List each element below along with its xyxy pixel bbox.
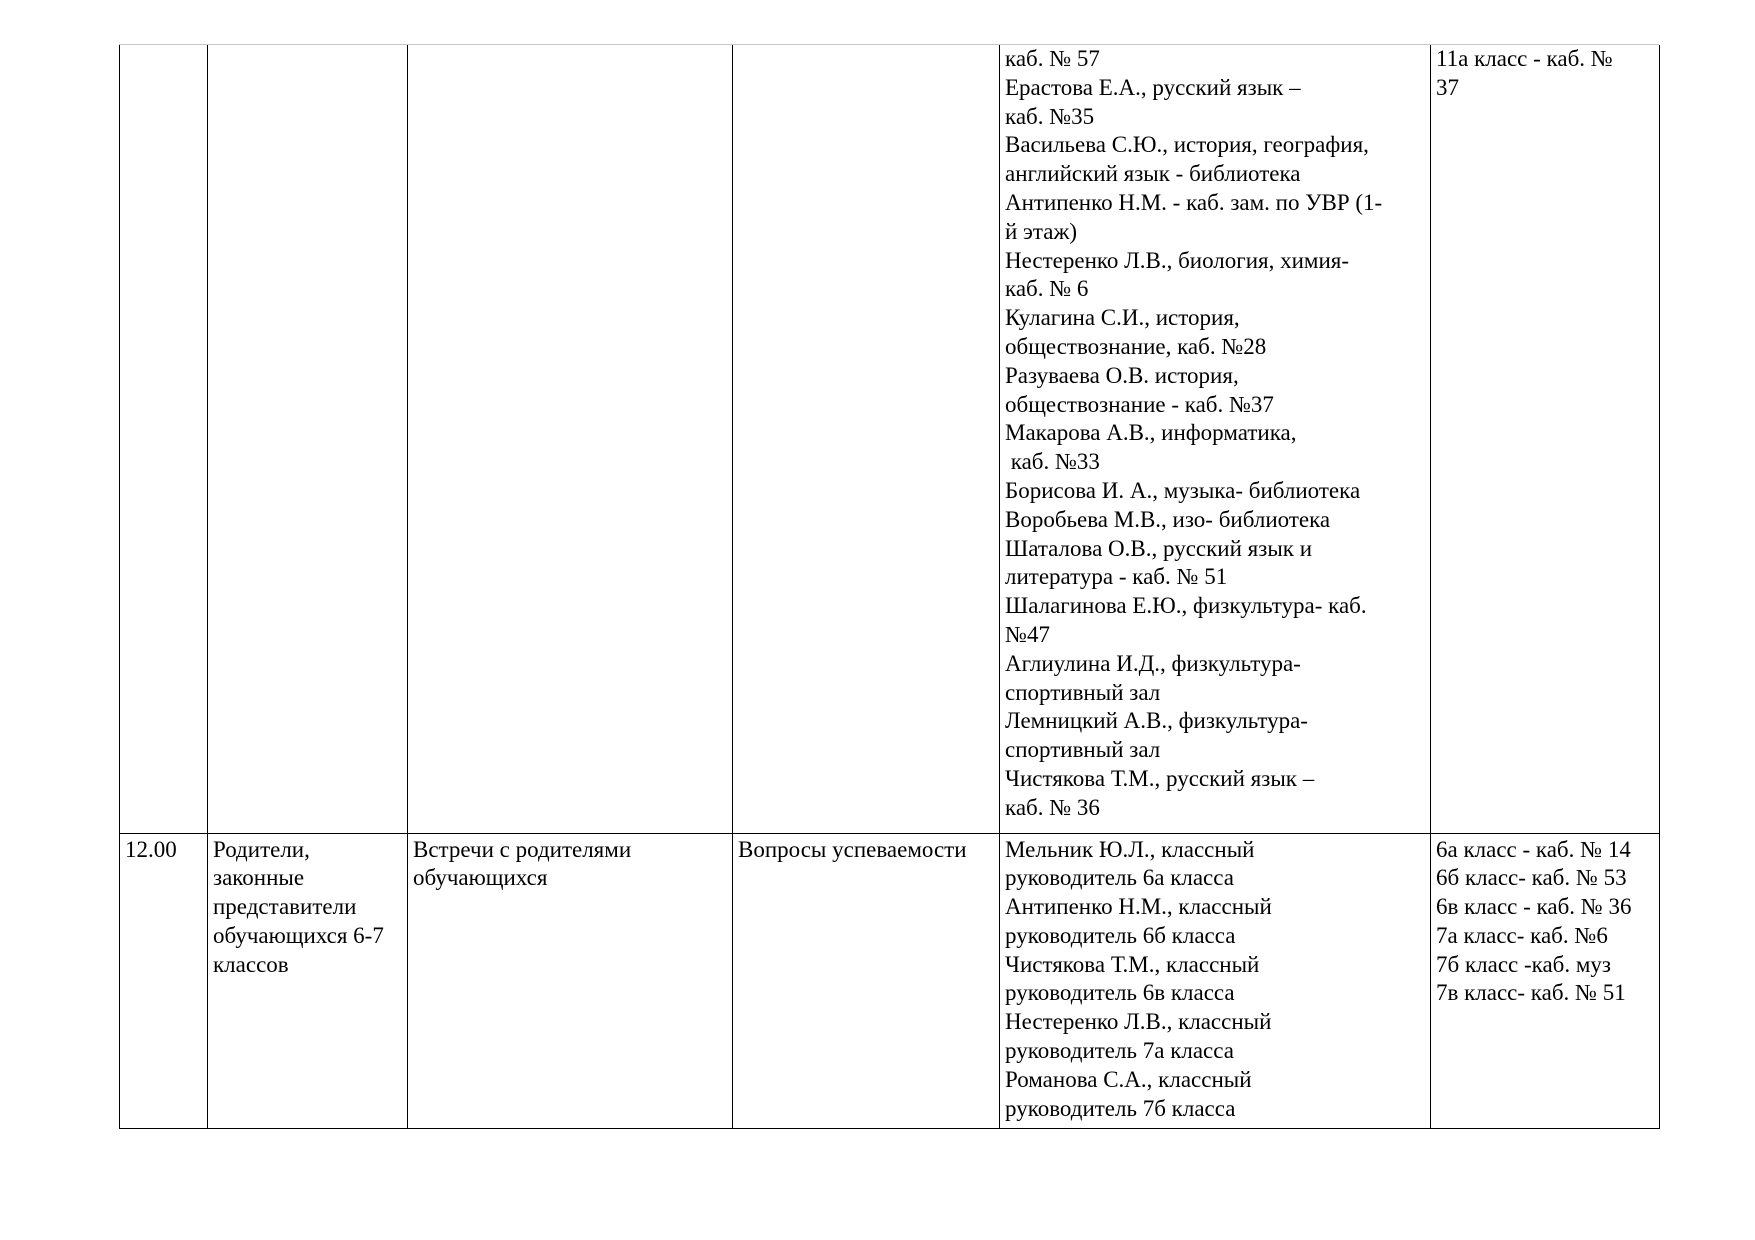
responsible-cell bbox=[1000, 45, 1431, 833]
location-line: 7б класс -каб. муз bbox=[1436, 951, 1612, 977]
location-line: 6а класс - каб. № 14 bbox=[1436, 836, 1631, 862]
location-line: 7а класс- каб. №6 bbox=[1436, 922, 1608, 948]
responsible-line: каб. № 57 bbox=[1005, 46, 1100, 71]
responsible-line: спортивный зал bbox=[1005, 737, 1161, 763]
time-cell bbox=[120, 833, 208, 1128]
responsible-line: Аглиулина И.Д., физкультура- bbox=[1005, 650, 1301, 676]
responsible-line: Нестеренко Л.В., классный bbox=[1005, 1009, 1272, 1035]
responsible-line: руководитель 6б класса bbox=[1005, 922, 1236, 948]
responsible-line: руководитель 6в класса bbox=[1005, 980, 1235, 1006]
responsible-line: Лемницкий А.В., физкультура- bbox=[1005, 708, 1308, 734]
responsible-cell bbox=[1000, 833, 1431, 1128]
participants-line: Родители, bbox=[213, 836, 310, 862]
table-row bbox=[120, 45, 1660, 833]
responsible-line: обществознание, каб. №28 bbox=[1005, 333, 1267, 359]
responsible-line: руководитель 7б класса bbox=[1005, 1095, 1236, 1121]
table-row bbox=[120, 833, 1660, 1128]
responsible-line: каб. №35 bbox=[1005, 103, 1095, 129]
event-line: обучающихся bbox=[413, 865, 548, 891]
responsible-line: руководитель 7а класса bbox=[1005, 1038, 1234, 1064]
location-line: 6б класс- каб. № 53 bbox=[1436, 865, 1627, 891]
responsible-line: каб. №33 bbox=[1005, 449, 1100, 475]
responsible-line: й этаж) bbox=[1005, 218, 1078, 244]
responsible-line: Чистякова Т.М., классный bbox=[1005, 951, 1260, 977]
responsible-line: Макарова А.В., информатика, bbox=[1005, 420, 1297, 446]
responsible-line: Шаталова О.В., русский язык и bbox=[1005, 535, 1313, 561]
event-cell bbox=[408, 833, 733, 1128]
responsible-line: Шалагинова Е.Ю., физкультура- каб. bbox=[1005, 593, 1367, 619]
participants-line: классов bbox=[213, 951, 289, 977]
responsible-line: каб. № 36 bbox=[1005, 794, 1100, 820]
responsible-line: спортивный зал bbox=[1005, 679, 1161, 705]
participants-line: законные bbox=[213, 865, 305, 891]
participants-line: представители bbox=[213, 894, 357, 920]
responsible-line: Чистякова Т.М., русский язык – bbox=[1005, 765, 1315, 791]
responsible-line: Кулагина С.И., история, bbox=[1005, 305, 1240, 331]
responsible-line: Воробьева М.В., изо- библиотека bbox=[1005, 506, 1331, 532]
event-line: Встречи с родителями bbox=[413, 836, 632, 862]
participants-line: обучающихся 6-7 bbox=[213, 922, 384, 948]
responsible-line: Борисова И. А., музыка- библиотека bbox=[1005, 477, 1361, 503]
responsible-line: Ерастова Е.А., русский язык – bbox=[1005, 74, 1301, 100]
responsible-line: Васильева С.Ю., история, география, bbox=[1005, 132, 1369, 158]
responsible-line: Мельник Ю.Л., классный bbox=[1005, 836, 1255, 862]
responsible-line: Разуваева О.В. история, bbox=[1005, 362, 1239, 388]
responsible-line: Нестеренко Л.В., биология, химия- bbox=[1005, 247, 1349, 273]
topic-cell bbox=[733, 833, 1000, 1128]
topic-cell bbox=[733, 45, 1000, 833]
responsible-line: каб. № 6 bbox=[1005, 276, 1089, 302]
location-cell bbox=[1431, 833, 1660, 1128]
time-cell bbox=[120, 45, 208, 833]
topic-line: Вопросы успеваемости bbox=[738, 836, 967, 862]
responsible-line: Антипенко Н.М., классный bbox=[1005, 894, 1272, 920]
location-line: 37 bbox=[1436, 74, 1459, 100]
location-line: 6в класс - каб. № 36 bbox=[1436, 894, 1632, 920]
location-line: 7в класс- каб. № 51 bbox=[1436, 980, 1626, 1006]
responsible-line: Романова С.А., классный bbox=[1005, 1066, 1252, 1092]
responsible-line: Антипенко Н.М. - каб. зам. по УВР (1- bbox=[1005, 189, 1383, 215]
schedule-table bbox=[119, 45, 1660, 1129]
location-cell bbox=[1431, 45, 1660, 833]
event-cell bbox=[408, 45, 733, 833]
responsible-line: литература - каб. № 51 bbox=[1005, 564, 1228, 590]
responsible-line: английский язык - библиотека bbox=[1005, 161, 1301, 187]
participants-cell bbox=[208, 45, 408, 833]
time-value: 12.00 bbox=[125, 836, 177, 862]
responsible-line: №47 bbox=[1005, 621, 1050, 647]
responsible-line: обществознание - каб. №37 bbox=[1005, 391, 1274, 417]
location-line: 11а класс - каб. № bbox=[1436, 46, 1613, 71]
participants-cell bbox=[208, 833, 408, 1128]
responsible-line: руководитель 6а класса bbox=[1005, 865, 1234, 891]
